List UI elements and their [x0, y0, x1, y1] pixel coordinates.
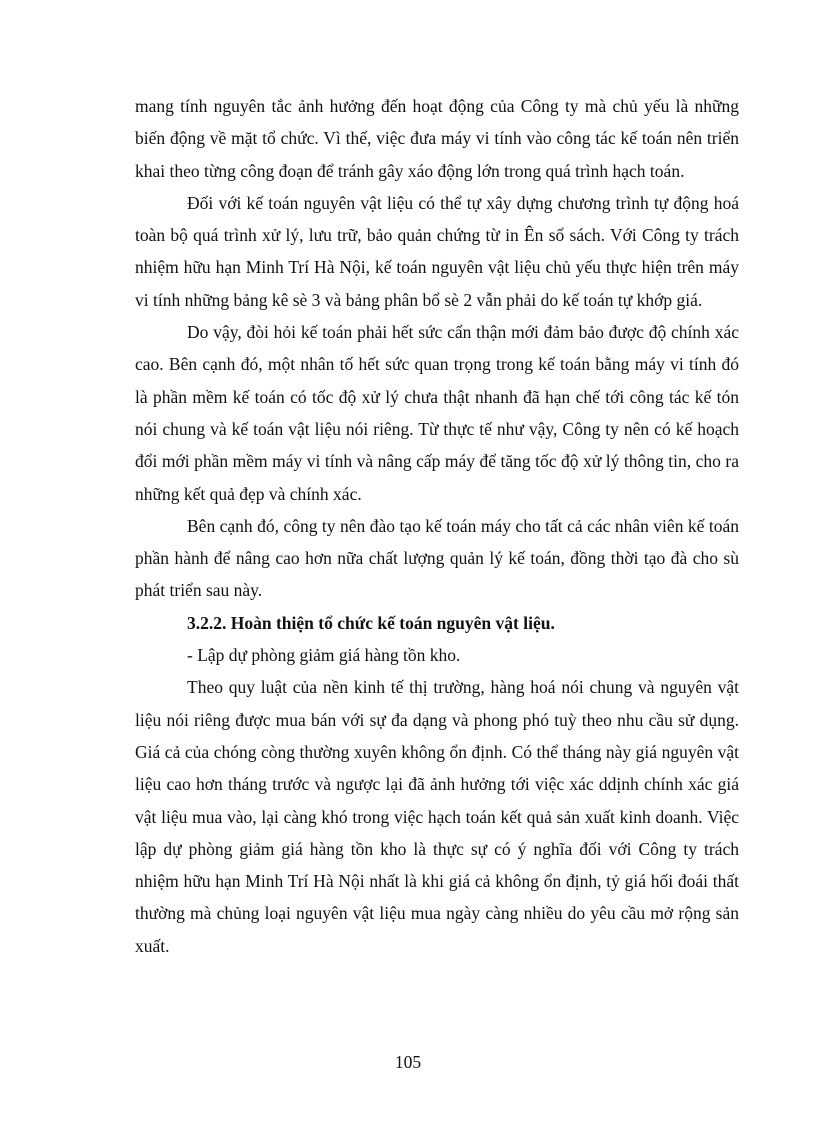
list-item-inventory-provision: - Lập dự phòng giảm giá hàng tồn kho. — [187, 645, 461, 666]
paragraph-software-speed: Do vậy, đòi hỏi kế toán phải hết sức cẩn thận mới đảm bảo được độ chính xác cao. Bên cạnh đó, một nhân tố hết sức quan trọng trong kế toán bằng máy vi tính đó là phần mềm kế toán có tốc độ xử lý chưa thật nhanh đã hạn chế tới công tác kế tón nói chung và kế toán vật liệu nói riêng. Từ thực tế như vậy, Công ty nên có kế hoạch đổi mới phần mềm máy vi tính và nâng cấp máy để tăng tốc độ xử lý thông tin, cho ra những kết quả đẹp và chính xác. — [135, 322, 739, 504]
section-heading: 3.2.2. Hoàn thiện tổ chức kế toán nguyên vật liệu. — [187, 612, 555, 633]
paragraph-continuation: mang tính nguyên tắc ảnh hưởng đến hoạt động của Công ty mà chủ yếu là những biến động về mặt tổ chức. Vì thế, việc đưa máy vi tính vào công tác kế toán nên triển khai theo từng công đoạn để tránh gây xáo động lớn trong quá trình hạch toán. — [135, 96, 739, 181]
paragraph-automation: Đối với kế toán nguyên vật liệu có thể tự xây dựng chương trình tự động hoá toàn bộ quá trình xử lý, lưu trữ, bảo quản chứng từ in Ên sổ sách. Với Công ty trách nhiệm hữu hạn Minh Trí Hà Nội, kế toán nguyên vật liệu chủ yếu thực hiện trên máy vi tính những bảng kê sè 3 và bảng phân bổ sè 2 vẫn phải do kế toán tự khớp giá. — [135, 192, 739, 310]
page-number: 105 — [394, 1052, 422, 1072]
paragraph-market-rules: Theo quy luật của nền kinh tế thị trường, hàng hoá nói chung và nguyên vật liệu nói riêng được mua bán với sự đa dạng và phong phó tuỳ theo nhu cầu sử dụng. Giá cả của chóng còng thường xuyên không ổn định. Có thể tháng này giá nguyên vật liệu cao hơn tháng trước và ngược lại đã ảnh hưởng tới việc xác ddịnh chính xác giá vật liệu mua vào, lại càng khó trong việc hạch toán kết quả sản xuất kinh doanh. Việc lập dự phòng giảm giá hàng tồn kho là thực sự có ý nghĩa đối với Công ty trách nhiệm hữu hạn Minh Trí Hà Nội nhất là khi giá cả không ổn định, tỷ giá hối đoái thất thường mà chủng loại nguyên vật liệu mua ngày càng nhiều do yêu cầu mở rộng sản xuất. — [135, 677, 739, 956]
page-body — [135, 90, 739, 962]
paragraph-training: Bên cạnh đó, công ty nên đào tạo kế toán máy cho tất cả các nhân viên kế toán phần hành để nâng cao hơn nữa chất lượng quản lý kế toán, đồng thời tạo đà cho sù phát triển sau này. — [135, 515, 739, 601]
